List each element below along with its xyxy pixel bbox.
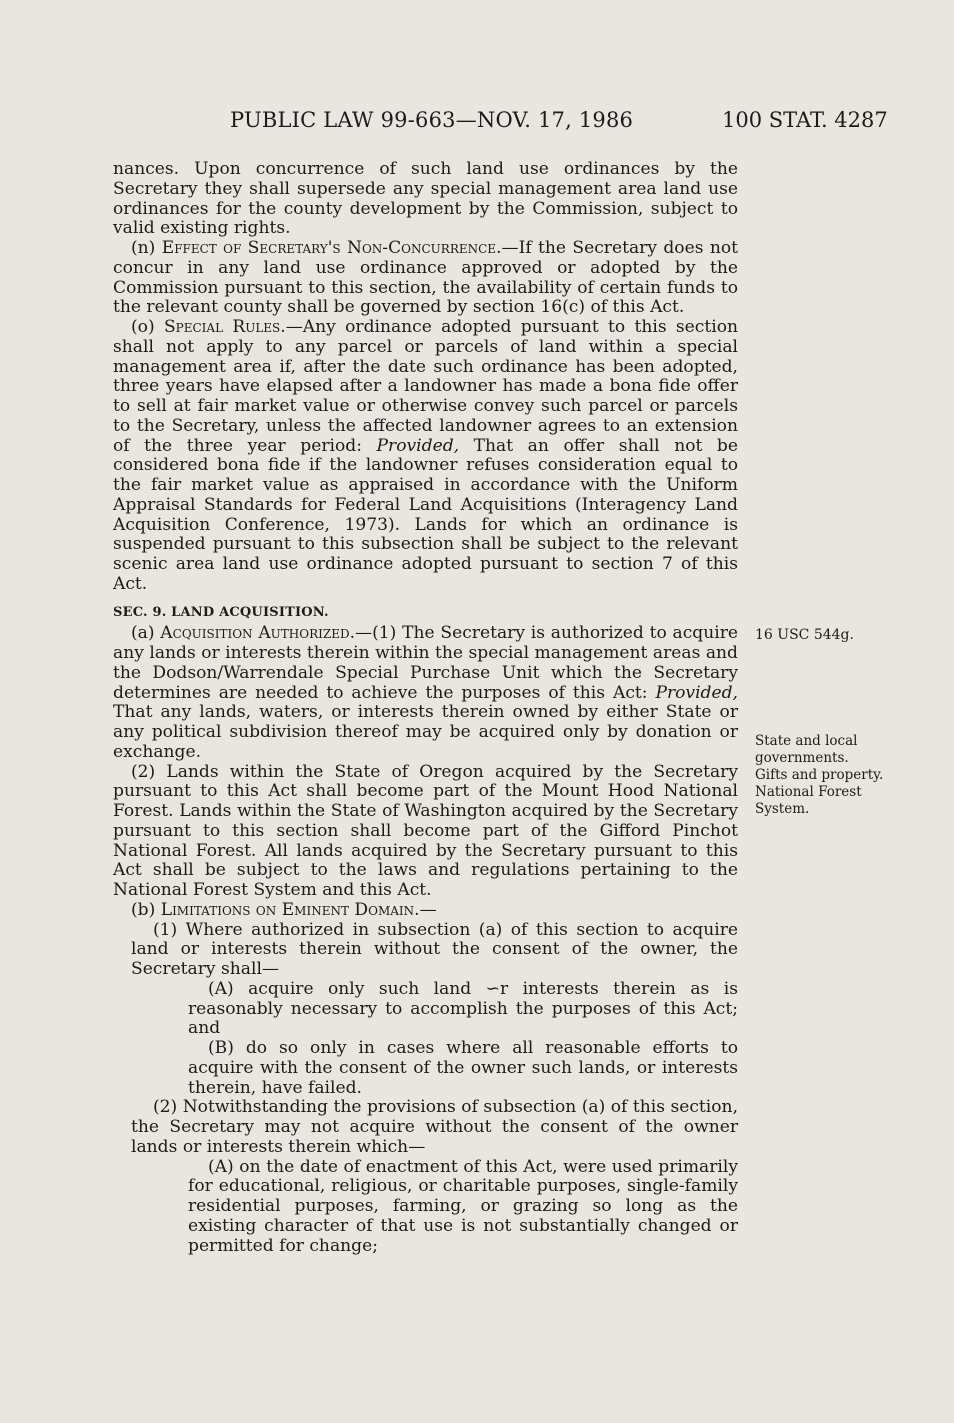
margin-note-state-local: State and local governments. <box>755 733 858 766</box>
page-header <box>0 108 954 148</box>
paragraph-a <box>113 624 738 762</box>
paragraph-a2: (2) Lands within the State of Oregon acquired by the Secretary pursuant to this Act shall become part of the Mount Hood National Forest. Lands within the State of Washington acquired by the Secretary pursuant to this section shall become part of the Gifford Pinchot National Forest. All lands acquired by the Secretary pursuant to this Act shall be subject to the laws and regulations pertaining to the National Forest System and this Act. <box>113 761 738 900</box>
header-stat-number: 100 STAT. 4287 <box>722 108 888 132</box>
dash: — <box>419 899 437 920</box>
provided-italic: Provided, <box>376 435 460 456</box>
subsection-label: (b) <box>131 899 161 920</box>
paragraph-b <box>113 901 738 921</box>
paragraph-b1B: (B) do so only in cases where all reasonable efforts to acquire with the consent of the owner such lands, or interests therein, have failed. <box>188 1038 738 1098</box>
subsection-heading: Limitations on Eminent Domain. <box>160 899 420 920</box>
subsection-text: That any lands, waters, or interests therein owned by either State or any political subdivision thereof may be acquired only by donation or exchange. <box>113 702 738 762</box>
paragraph-continued: nances. Upon concurrence of such land use ordinances by the Secretary they shall supersede any special management area land use ordinances for the county development by the Commission, subject to valid existing rights. <box>113 159 738 239</box>
subsection-text: —If the Secretary does not concur in any land use ordinance approved or adopted by the Commission pursuant to this section, the availability of certain funds to the relevant county shall be governed by section 16(c) of this Act. <box>113 238 739 318</box>
subsection-text: —(1) The Secretary is authorized to acquire any lands or interests therein within the special management areas and the Dodson/Warrendale Special Purchase Unit which the Secretary determines are needed to achieve the purposes of this Act: <box>113 623 738 703</box>
margin-note-gifts: Gifts and property. <box>755 767 884 783</box>
subsection-text: That an offer shall not be considered bona fide if the landowner refuses consideration equal to the fair market value as appraised in accordance with the Uniform Appraisal Standards for Federal Land Acquisitions (Interagency Land Acquisition Conference, 1973). Lands for which an ordinance is suspended pursuant to this subsection shall be subject to the relevant scenic area land use ordinance adopted pursuant to section 7 of this Act. <box>113 435 738 594</box>
paragraph-o <box>113 318 738 595</box>
subsection-heading: Effect of Secretary's Non-Concurrence. <box>161 238 502 258</box>
subsection-label: (a) <box>131 623 161 644</box>
margin-notes <box>755 733 895 818</box>
subsection-label: (o) <box>131 317 164 337</box>
margin-note-forest: National Forest System. <box>755 784 862 817</box>
paragraph-b1A: (A) acquire only such land ∽r interests therein as is reasonably necessary to accomplish the purposes of this Act; and <box>188 978 738 1039</box>
section-heading: SEC. 9. LAND ACQUISITION. <box>113 604 329 620</box>
paragraph-n <box>113 239 738 318</box>
provided-italic: Provided, <box>655 682 738 703</box>
subsection-text: —Any ordinance adopted pursuant to this section shall not apply to any parcel or parcels of land within a special management area if, after the date such ordinance has been adopted, three years have elapsed after a landowner has made a bona fide offer to sell at fair market value or otherwise convey such parcel or parcels to the Secretary, unless the affected landowner agrees to an extension of the three year period: <box>113 317 738 456</box>
subsection-heading: Special Rules. <box>163 317 286 337</box>
paragraph-b2A: (A) on the date of enactment of this Act, were used primarily for educational, religious, or charitable purposes, single-family residential purposes, farming, or grazing so long as the existing character of that use is not substantially changed or permitted for change; <box>188 1156 738 1256</box>
paragraph-b2: (2) Notwithstanding the provisions of subsection (a) of this section, the Secretary may not acquire without the consent of the owner lands or interests therein which— <box>131 1097 738 1157</box>
subsection-label: (n) <box>131 238 162 258</box>
paragraph-b1: (1) Where authorized in subsection (a) of this section to acquire land or interests therein without the consent of the owner, the Secretary shall— <box>131 919 738 979</box>
header-law-citation: PUBLIC LAW 99-663—NOV. 17, 1986 <box>230 108 634 132</box>
subsection-heading: Acquisition Authorized. <box>160 623 356 644</box>
body-text <box>113 160 738 1256</box>
margin-note-usc: 16 USC 544g. <box>755 627 854 643</box>
